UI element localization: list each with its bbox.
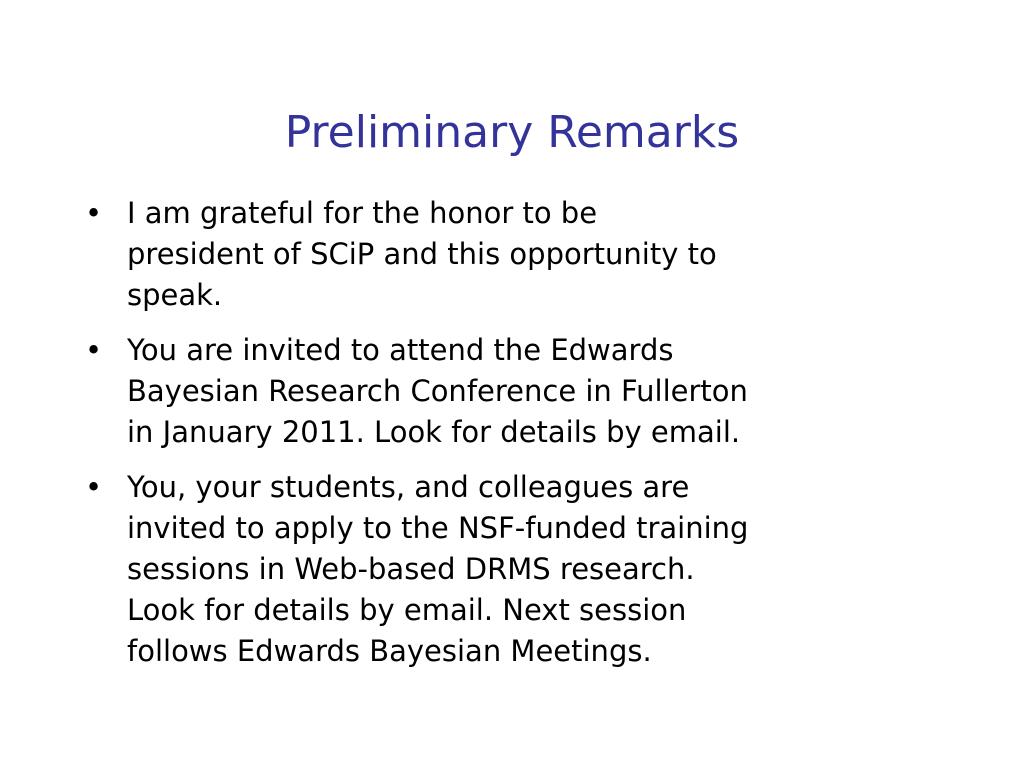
bullet-marker: • <box>85 333 103 367</box>
bullet-marker: • <box>85 470 103 504</box>
bullet-item <box>85 330 965 453</box>
bullet-text: You, your students, and colleagues are invited to apply to the NSF-funded training sessions in Web-based DRMS research. Look for details by email. Next session follows Edwards Bayesian Meetings. <box>127 470 749 668</box>
bullet-item <box>85 467 965 672</box>
bullet-list <box>85 193 965 686</box>
bullet-item <box>85 193 965 316</box>
slide-title: Preliminary Remarks <box>284 107 740 158</box>
bullet-text: You are invited to attend the Edwards Bayesian Research Conference in Fullerton in January 2011. Look for details by email. <box>127 333 748 449</box>
bullet-marker: • <box>85 196 103 230</box>
bullet-text: I am grateful for the honor to be president of SCiP and this opportunity to speak. <box>127 196 717 312</box>
